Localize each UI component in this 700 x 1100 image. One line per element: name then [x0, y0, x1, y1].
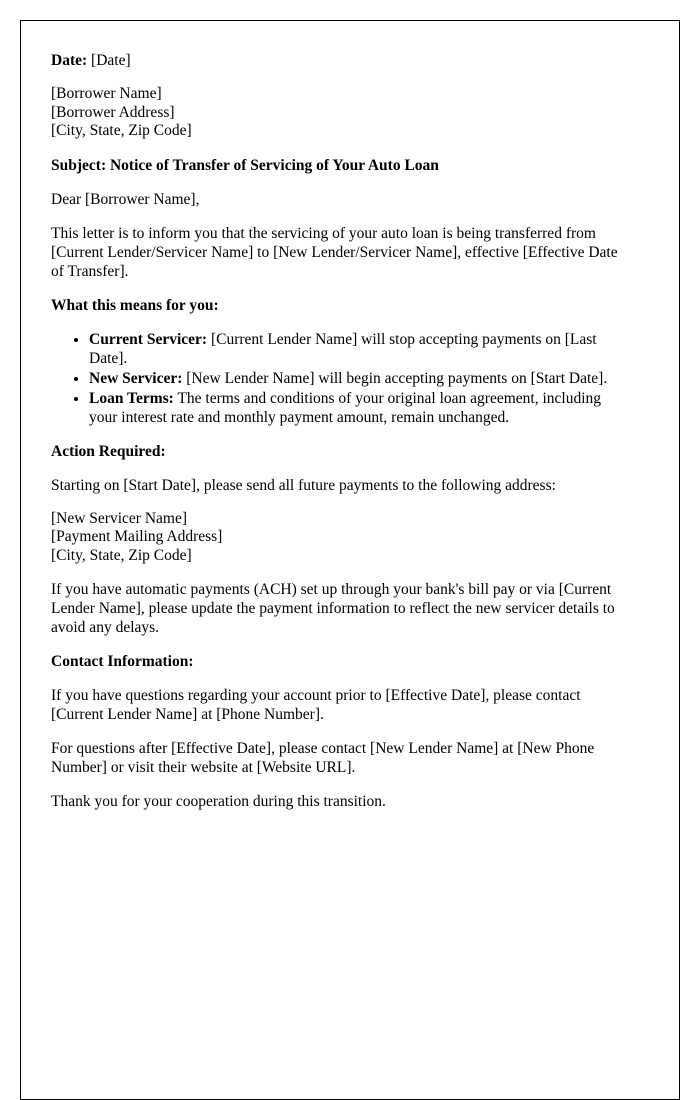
contact-paragraph-2: For questions after [Effective Date], please contact [New Lender Name] at [New Phone Number] or visit their website at [Website URL]. [51, 740, 595, 776]
subject-line: Subject: Notice of Transfer of Servicing of Your Auto Loan [51, 156, 439, 174]
letter-page [20, 20, 680, 1100]
recipient-name-line: [Borrower Name] [51, 85, 162, 102]
date-line [51, 51, 631, 70]
bullet-text: [New Lender Name] will begin accepting payments on [Start Date]. [182, 369, 608, 387]
contact-paragraph-1: If you have questions regarding your account prior to [Effective Date], please contact [Current Lender Name] at [Phone Number]. [51, 687, 581, 723]
payment-servicer-line: [New Servicer Name] [51, 509, 187, 527]
date-value: [Date] [87, 52, 131, 69]
section-heading-action-required: Action Required: [51, 442, 166, 460]
salutation: Dear [Borrower Name], [51, 190, 200, 208]
recipient-address [51, 85, 631, 141]
bullet-list [51, 330, 631, 427]
section-heading-contact-information: Contact Information: [51, 653, 194, 670]
bullet-label: Loan Terms: [89, 389, 174, 407]
bullet-label: Current Servicer: [89, 330, 208, 348]
bullet-text: [Current Lender Name] will stop accepting payments on [Last Date]. [89, 330, 597, 367]
closing-paragraph: Thank you for your cooperation during this transition. [51, 793, 386, 810]
payment-address [51, 510, 631, 566]
bullet-item-current-servicer [89, 330, 631, 368]
section-heading-what-this-means: What this means for you: [51, 296, 219, 314]
ach-note-paragraph: If you have automatic payments (ACH) set up through your bank's bill pay or via [Current Lender Name], please update the payment information to reflect the new servicer details to avoid any delays. [51, 581, 615, 636]
payment-mailing-line: [Payment Mailing Address] [51, 528, 223, 545]
action-intro-paragraph: Starting on [Start Date], please send all future payments to the following address: [51, 476, 556, 494]
date-label: Date: [51, 52, 88, 69]
bullet-item-new-servicer [89, 369, 631, 388]
recipient-address-line: [Borrower Address] [51, 103, 175, 121]
bullet-text: The terms and conditions of your original loan agreement, including your interest rate and monthly payment amount, remain unchanged. [89, 389, 601, 426]
intro-paragraph: This letter is to inform you that the servicing of your auto loan is being transferred from [Current Lender/Servicer Name] to [New Lender/Servicer Name], effective [Effective Date of Transfer]. [51, 224, 618, 280]
bullet-label: New Servicer: [89, 369, 183, 387]
payment-city-line: [City, State, Zip Code] [51, 546, 192, 564]
bullet-item-loan-terms [89, 389, 631, 427]
recipient-city-line: [City, State, Zip Code] [51, 122, 192, 139]
